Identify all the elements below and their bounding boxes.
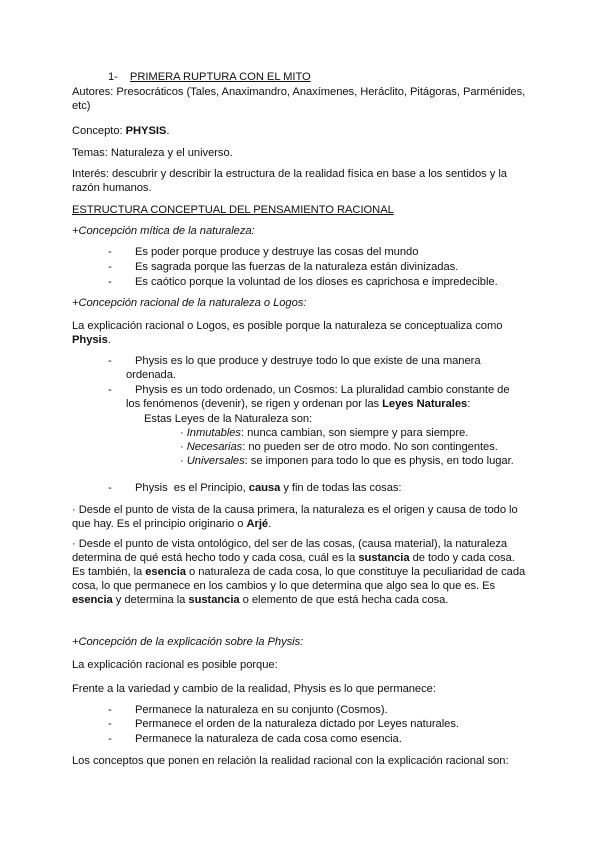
onto3-end: o naturaleza de cada cosa, lo que constituye la peculiaridad de cada (185, 566, 526, 578)
ley-universales (180, 454, 514, 468)
causa-primera-line-1: · Desde el punto de vista de la causa primera, la naturaleza es el origen y causa de todo lo (72, 504, 518, 516)
racional-item-1-line-1: Physis es lo que produce y destruye todo lo que existe de una manera (135, 355, 481, 367)
explicacion-final: Los conceptos que ponen en relación la realidad racional con la explicación racional son: (72, 755, 509, 767)
ontologico-line-2 (72, 551, 515, 565)
racional-intro-2 (72, 333, 111, 347)
item2-end: : (467, 398, 471, 410)
ley-rest: : nunca cambian, son siempre y para siempre. (240, 427, 469, 439)
onto5-end: o elemento de que está hecha cada cosa. (239, 594, 449, 606)
racional-title: +Concepción racional de la naturaleza o Logos: (72, 297, 307, 309)
ontologico-line-1: · Desde el punto de vista ontológico, del ser de las cosas, (causa material), la naturaleza (72, 538, 508, 550)
explicacion-item-2: Permanece el orden de la naturaleza dictado por Leyes naturales. (135, 718, 459, 730)
list-dash: - (108, 704, 112, 716)
causa-end: . (268, 518, 272, 530)
ontologico-line-3 (72, 565, 525, 579)
principio-pre: Physis es el Principio, (135, 482, 249, 494)
intro-end: . (107, 334, 111, 346)
principio-line (135, 481, 401, 495)
racional-item-2-line-2 (126, 397, 470, 411)
ley-rest: : se imponen para todo lo que es physis, en todo lugar. (244, 455, 514, 467)
explicacion-item-3: Permanece la naturaleza de cada cosa como esencia. (135, 733, 402, 745)
list-dash: - (108, 261, 112, 273)
mitica-item-2: Es sagrada porque las fuerzas de la naturaleza están divinizadas. (135, 261, 459, 273)
causa-bold: causa (248, 482, 281, 494)
physis-bold: Physis (72, 334, 108, 346)
list-dash: - (108, 276, 112, 288)
principio-end: y fin de todas las cosas: (280, 482, 402, 494)
list-dash: - (108, 355, 112, 367)
onto-end: de todo y cada cosa. (409, 552, 515, 564)
section-heading (108, 70, 311, 84)
mitica-item-1: Es poder porque produce y destruye las cosas del mundo (135, 246, 419, 258)
heading-number: 1- (108, 71, 118, 83)
ley-inmutables (180, 426, 468, 440)
sustancia-bold: sustancia (358, 552, 410, 564)
list-dash: - (108, 384, 112, 396)
explicacion-item-1: Permanece la naturaleza en su conjunto (Cosmos). (135, 704, 388, 716)
mitica-item-3: Es caótico porque la voluntad de los dioses es caprichosa e impredecible. (135, 276, 498, 288)
interes-line-2: razón humanos. (72, 182, 152, 194)
causa-pre: que hay. Es el principio originario o (72, 518, 247, 530)
explicacion-line-2: Frente a la variedad y cambio de la realidad, Physis es lo que permanece: (72, 683, 436, 695)
explicacion-title: +Concepción de la explicación sobre la Physis: (72, 636, 304, 648)
estructura-title: ESTRUCTURA CONCEPTUAL DEL PENSAMIENTO RACIONAL (72, 204, 394, 216)
ontologico-line-4: cosa, lo que permanece en los cambios y lo que determina que algo sea lo que es. Es (72, 580, 496, 592)
ley-term: Universales (186, 455, 245, 467)
temas-line: Temas: Naturaleza y el universo. (72, 147, 233, 159)
leyes-intro: Estas Leyes de la Naturaleza son: (144, 413, 313, 425)
bullet-dot: · (180, 455, 184, 467)
esencia-bold: esencia (72, 594, 113, 606)
concepto-value: PHYSIS (125, 125, 167, 137)
list-dash: - (108, 246, 112, 258)
autores-line-2: etc) (72, 100, 91, 112)
heading-title: PRIMERA RUPTURA CON EL MITO (129, 71, 311, 83)
sustancia-bold: sustancia (188, 594, 240, 606)
concepto-label: Concepto: (72, 125, 126, 137)
racional-item-1-line-2: ordenada. (126, 369, 176, 381)
arje-bold: Arjé (246, 518, 269, 530)
esencia-bold: esencia (145, 566, 186, 578)
onto3-pre: Es también, la (72, 566, 146, 578)
onto5-mid: y determina la (112, 594, 189, 606)
ley-necesarias (180, 440, 498, 454)
autores-line-1: Autores: Presocráticos (Tales, Anaximandro, Anaxímenes, Heráclito, Pitágoras, Parménides, (72, 86, 526, 98)
bullet-dot: · (180, 441, 184, 453)
mitica-title: +Concepción mítica de la naturaleza: (72, 225, 255, 237)
concepto-line (72, 124, 169, 138)
concepto-end: . (166, 125, 170, 137)
leyes-naturales-bold: Leyes Naturales (382, 398, 468, 410)
onto-pre: determina de qué está hecho todo y cada cosa, cuál es la (72, 552, 359, 564)
ley-rest: : no pueden ser de otro modo. No son contingentes. (242, 441, 498, 453)
interes-line-1: Interés: descubrir y describir la estructura de la realidad física en base a los sentidos y la (72, 168, 507, 180)
racional-intro-1: La explicación racional o Logos, es posible porque la naturaleza se conceptualiza como (72, 320, 503, 332)
list-dash: - (108, 718, 112, 730)
ley-term: Necesarias (186, 441, 243, 453)
ontologico-line-5 (72, 593, 448, 607)
explicacion-line-1: La explicación racional es posible porque: (72, 659, 278, 671)
item2-pre: los fenómenos (devenir), se rigen y ordenan por las (126, 398, 383, 410)
list-dash: - (108, 482, 112, 494)
list-dash: - (108, 733, 112, 745)
causa-primera-line-2 (72, 517, 271, 531)
ley-term: Inmutables (186, 427, 241, 439)
bullet-dot: · (180, 427, 184, 439)
racional-item-2-line-1: Physis es un todo ordenado, un Cosmos: La pluralidad cambio constante de (135, 384, 510, 396)
